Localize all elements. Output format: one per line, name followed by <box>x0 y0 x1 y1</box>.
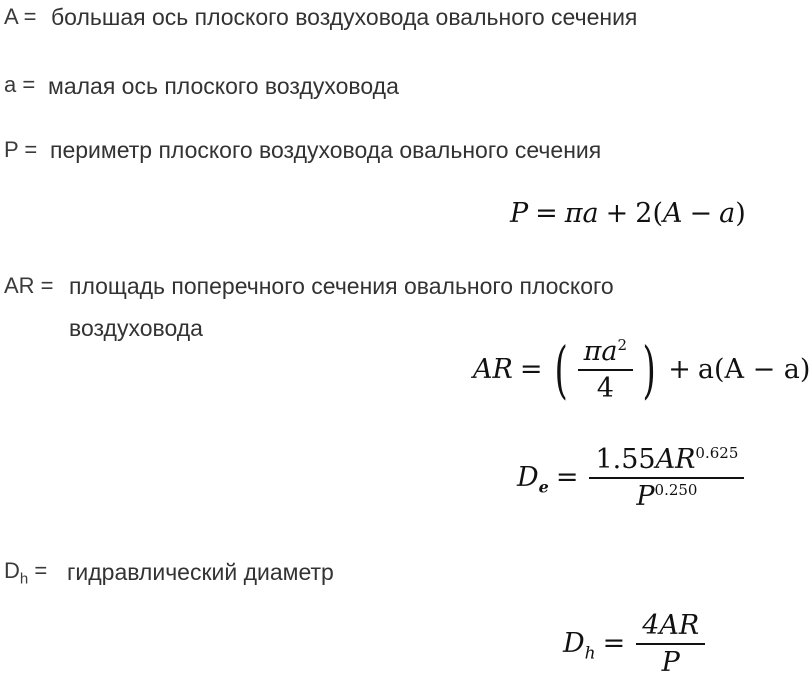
formula-equivalent-diameter <box>517 444 748 512</box>
formula-hydraulic-diameter <box>563 610 709 678</box>
definition-a: малая ось плоского воздуховода <box>48 73 399 99</box>
formula-perimeter <box>510 198 746 229</box>
formula-area-num-exp: 2 <box>617 336 628 354</box>
formula-de-den-exp: 0.250 <box>654 480 698 499</box>
formula-dh-lhs-main: D <box>563 628 585 660</box>
formula-area-rest: a(A − a) <box>697 354 810 386</box>
formula-de-num-var: AR <box>655 444 696 475</box>
formula-perimeter-eq: = <box>535 198 558 229</box>
formula-de-lhs <box>517 462 549 497</box>
formula-dh-lhs-sub: h <box>584 643 596 664</box>
formula-dh-fraction <box>636 610 705 678</box>
left-paren-glyph: ( <box>554 332 569 406</box>
formula-de-numerator <box>589 444 744 477</box>
formula-de-denominator <box>630 479 703 512</box>
right-paren-glyph: ) <box>642 332 656 406</box>
definition-A: большая ось плоского воздуховода овального сечения <box>51 4 638 30</box>
formula-area-fraction <box>578 336 633 404</box>
formula-de-coef: 1.55 <box>595 444 656 475</box>
formula-de-eq: = <box>555 462 579 494</box>
formula-perimeter-a: a <box>719 198 736 229</box>
definition-Dh: гидравлический диаметр <box>67 559 334 585</box>
formula-area-num-var: πa <box>583 336 618 367</box>
symbol-A: A = <box>4 4 37 29</box>
formula-perimeter-A: A <box>662 198 683 229</box>
formula-perimeter-two: 2( <box>635 198 663 229</box>
formula-area-eq: = <box>519 354 543 386</box>
definition-AR-line2: воздуховода <box>69 315 203 341</box>
formula-perimeter-close: ) <box>735 198 746 229</box>
formula-de-num-exp: 0.625 <box>695 444 739 462</box>
formula-de-den-var: P <box>636 480 655 512</box>
formula-area-numerator <box>578 336 633 369</box>
formula-perimeter-pi-a: πa <box>564 198 599 229</box>
symbol-Dh <box>4 558 47 587</box>
formula-perimeter-lhs: P <box>510 198 529 229</box>
symbol-a: a = <box>4 72 36 97</box>
symbol-AR: AR = <box>4 273 54 298</box>
symbol-Dh-sub: h <box>19 570 29 588</box>
formula-area-plus: + <box>668 354 691 386</box>
formula-dh-denominator: P <box>661 646 680 678</box>
formula-area-denominator: 4 <box>596 372 614 404</box>
formula-de-lhs-sub: e <box>538 477 549 497</box>
formula-perimeter-minus: − <box>689 198 713 229</box>
formula-dh-numerator: 4AR <box>642 610 700 641</box>
formula-area <box>473 332 810 406</box>
formula-dh-eq: = <box>602 628 626 660</box>
formula-dh-lhs <box>563 628 596 664</box>
symbol-P: P = <box>4 137 38 162</box>
formula-de-lhs-main: D <box>517 462 539 494</box>
symbol-Dh-main: D <box>4 558 20 583</box>
formula-de-fraction <box>589 444 744 512</box>
definition-P: периметр плоского воздуховода овального сечения <box>50 137 602 163</box>
formula-area-lhs: AR <box>473 354 513 386</box>
definition-AR-line1: площадь поперечного сечения овального плоского <box>69 273 614 299</box>
symbol-Dh-eq: = <box>28 558 48 583</box>
formula-perimeter-plus: + <box>605 198 629 229</box>
